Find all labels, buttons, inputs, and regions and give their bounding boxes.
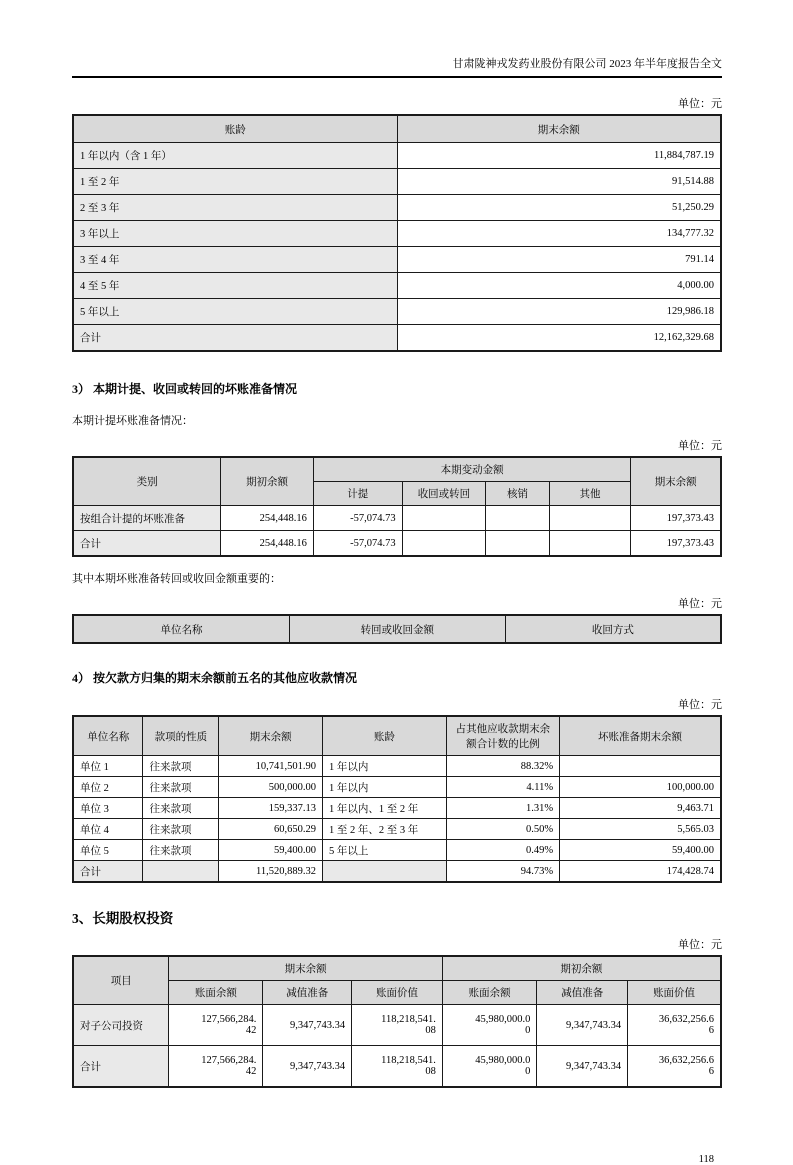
- aging-label-cell: 3 年以上: [73, 221, 397, 247]
- aging-value-cell: 4,000.00: [397, 273, 721, 299]
- unit-name-cell: 单位 3: [73, 798, 143, 819]
- total-nature-cell: [143, 861, 219, 883]
- provision-balance-cell: 59,400.00: [560, 840, 721, 861]
- ratio-cell: 0.50%: [446, 819, 559, 840]
- accrual-cell: -57,074.73: [313, 506, 402, 531]
- aging-table-row: [73, 325, 721, 352]
- page-number: 118: [698, 1154, 714, 1165]
- unit-label: 单位：元: [678, 699, 722, 711]
- aging-label-cell: 合计: [73, 325, 397, 352]
- closing-balance-column-header: 期末余额: [219, 716, 323, 756]
- closing-book-value-cell: [352, 1046, 443, 1088]
- opening-balance-cell: 254,448.16: [221, 531, 314, 557]
- document-title: 甘肃陇神戎发药业股份有限公司 2023 年半年度报告全文: [452, 58, 722, 70]
- opening-balance-group-header: 期初余额: [442, 956, 721, 981]
- amount-text: 45,980,000.00: [475, 1055, 531, 1077]
- amount-text: 9,347,743.34: [289, 1060, 346, 1072]
- aging-value-cell: 129,986.18: [397, 299, 721, 325]
- category-column-header: 类别: [73, 457, 221, 506]
- aging-table-row: [73, 221, 721, 247]
- amount-text: 36,632,256.66: [658, 1014, 714, 1036]
- opening-book-balance-cell: [442, 1005, 537, 1046]
- aging-cell: 1 年以内: [322, 777, 446, 798]
- aging-table-row: [73, 273, 721, 299]
- section-heading-top5-receivables: 4） 按欠款方归集的期末余额前五名的其他应收款情况: [72, 671, 358, 685]
- ratio-cell: 0.49%: [446, 840, 559, 861]
- nature-cell: 往来款项: [143, 756, 219, 777]
- closing-book-value-cell: [352, 1005, 443, 1046]
- section-heading-bad-debt-provision: 3） 本期计提、收回或转回的坏账准备情况: [72, 382, 298, 396]
- item-cell: 合计: [73, 1046, 169, 1088]
- aging-table-row: [73, 299, 721, 325]
- other-cell: [549, 531, 631, 557]
- unit-label: 单位：元: [678, 598, 722, 610]
- lt-table-row: [73, 1005, 721, 1046]
- closing-balance-cell: 60,650.29: [219, 819, 323, 840]
- provision-balance-cell: 9,463.71: [560, 798, 721, 819]
- total-ratio-cell: 94.73%: [446, 861, 559, 883]
- top5-table-row: [73, 777, 721, 798]
- aging-cell: 1 年以内、1 至 2 年: [322, 798, 446, 819]
- aging-label-cell: 2 至 3 年: [73, 195, 397, 221]
- unit-name-cell: 单位 5: [73, 840, 143, 861]
- top5-table-row: [73, 840, 721, 861]
- amount-text: 45,980,000.00: [475, 1014, 531, 1036]
- total-aging-cell: [322, 861, 446, 883]
- nature-cell: 往来款项: [143, 798, 219, 819]
- closing-balance-group-header: 期末余额: [169, 956, 442, 981]
- nature-cell: 往来款项: [143, 819, 219, 840]
- aging-value-cell: 791.14: [397, 247, 721, 273]
- opening-impairment-cell: [537, 1005, 628, 1046]
- item-cell: 对子公司投资: [73, 1005, 169, 1046]
- book-value-column-header: 账面价值: [628, 981, 721, 1005]
- lt-table-row: [73, 1046, 721, 1088]
- category-cell: 按组合计提的坏账准备: [73, 506, 221, 531]
- aging-value-cell: 51,250.29: [397, 195, 721, 221]
- section-heading-long-term-equity: 3、长期股权投资: [72, 911, 174, 926]
- unit-label: 单位：元: [678, 98, 722, 110]
- opening-balance-cell: 254,448.16: [221, 506, 314, 531]
- unit-label: 单位：元: [678, 440, 722, 452]
- aging-cell: 1 年以内: [322, 756, 446, 777]
- aging-table-row: [73, 143, 721, 169]
- document-header: [72, 55, 722, 78]
- aging-table-row: [73, 247, 721, 273]
- aging-column-header: 账龄: [73, 115, 397, 143]
- nature-cell: 往来款项: [143, 777, 219, 798]
- opening-balance-column-header: 期初余额: [221, 457, 314, 506]
- total-balance-cell: 11,520,889.32: [219, 861, 323, 883]
- aging-value-cell: 12,162,329.68: [397, 325, 721, 352]
- ratio-cell: 88.32%: [446, 756, 559, 777]
- aging-cell: 1 至 2 年、2 至 3 年: [322, 819, 446, 840]
- unit-name-cell: 单位 1: [73, 756, 143, 777]
- top5-table-row: [73, 819, 721, 840]
- top5-table-row: [73, 756, 721, 777]
- amount-text: 127,566,284.42: [201, 1014, 257, 1036]
- recover-cell: [402, 531, 486, 557]
- book-value-column-header: 账面价值: [352, 981, 443, 1005]
- impairment-column-header: 减值准备: [537, 981, 628, 1005]
- recovered-amount-table: [72, 614, 722, 644]
- provision-intro-text: 本期计提坏账准备情况：: [72, 415, 193, 427]
- bad-debt-provision-table: [72, 456, 722, 557]
- closing-balance-cell: 159,337.13: [219, 798, 323, 819]
- aging-label-cell: 4 至 5 年: [73, 273, 397, 299]
- lt-header-row-2: [73, 981, 721, 1005]
- aging-cell: 5 年以上: [322, 840, 446, 861]
- top5-header-row: [73, 716, 721, 756]
- provision-balance-cell: 5,565.03: [560, 819, 721, 840]
- top5-other-receivables-table: [72, 715, 722, 883]
- provision-table-row: [73, 531, 721, 557]
- top5-table-row: [73, 798, 721, 819]
- closing-book-balance-cell: [169, 1046, 263, 1088]
- aging-label-cell: 1 年以内（含 1 年）: [73, 143, 397, 169]
- unit-label: 单位：元: [678, 939, 722, 951]
- unit-name-column-header: 单位名称: [73, 615, 289, 643]
- ratio-cell: 4.11%: [446, 777, 559, 798]
- aging-value-cell: 134,777.32: [397, 221, 721, 247]
- aging-table-row: [73, 169, 721, 195]
- impairment-column-header: 减值准备: [263, 981, 352, 1005]
- closing-balance-cell: 59,400.00: [219, 840, 323, 861]
- closing-impairment-cell: [263, 1005, 352, 1046]
- writeoff-cell: [486, 506, 550, 531]
- other-column-header: 其他: [549, 482, 631, 506]
- provision-balance-column-header: 坏账准备期末余额: [560, 716, 721, 756]
- nature-cell: 往来款项: [143, 840, 219, 861]
- book-balance-column-header: 账面余额: [442, 981, 537, 1005]
- unit-name-cell: 单位 2: [73, 777, 143, 798]
- opening-book-value-cell: [628, 1046, 721, 1088]
- aging-table-header-row: [73, 115, 721, 143]
- writeoff-cell: [486, 531, 550, 557]
- closing-balance-column-header: 期末余额: [631, 457, 721, 506]
- aging-label-cell: 5 年以上: [73, 299, 397, 325]
- recovery-method-column-header: 收回方式: [505, 615, 721, 643]
- amount-text: 36,632,256.66: [658, 1055, 714, 1077]
- recover-cell: [402, 506, 486, 531]
- opening-book-balance-cell: [442, 1046, 537, 1088]
- amount-text: 9,347,743.34: [566, 1060, 622, 1072]
- amount-text: 9,347,743.34: [566, 1019, 622, 1031]
- closing-balance-cell: 10,741,501.90: [219, 756, 323, 777]
- aging-column-header: 账龄: [322, 716, 446, 756]
- aging-value-cell: 91,514.88: [397, 169, 721, 195]
- provision-header-row-1: [73, 457, 721, 482]
- long-term-equity-table: [72, 955, 722, 1088]
- provision-table-row: [73, 506, 721, 531]
- closing-balance-cell: 197,373.43: [631, 531, 721, 557]
- recovered-amount-column-header: 转回或收回金额: [289, 615, 505, 643]
- closing-impairment-cell: [263, 1046, 352, 1088]
- top5-total-row: [73, 861, 721, 883]
- recover-table-header-row: [73, 615, 721, 643]
- unit-name-cell: 单位 4: [73, 819, 143, 840]
- opening-book-value-cell: [628, 1005, 721, 1046]
- amount-text: 118,218,541.08: [381, 1014, 436, 1036]
- category-cell: 合计: [73, 531, 221, 557]
- other-cell: [549, 506, 631, 531]
- aging-table-row: [73, 195, 721, 221]
- provision-balance-cell: [560, 756, 721, 777]
- ratio-cell: 1.31%: [446, 798, 559, 819]
- book-balance-column-header: 账面余额: [169, 981, 263, 1005]
- total-label-cell: 合计: [73, 861, 143, 883]
- writeoff-column-header: 核销: [486, 482, 550, 506]
- recover-note-text: 其中本期坏账准备转回或收回金额重要的：: [72, 573, 281, 585]
- recover-column-header: 收回或转回: [402, 482, 486, 506]
- amount-text: 9,347,743.34: [289, 1019, 346, 1031]
- unit-name-column-header: 单位名称: [73, 716, 143, 756]
- closing-balance-cell: 500,000.00: [219, 777, 323, 798]
- accrual-cell: -57,074.73: [313, 531, 402, 557]
- item-column-header: 项目: [73, 956, 169, 1005]
- aging-label-cell: 1 至 2 年: [73, 169, 397, 195]
- lt-header-row-1: [73, 956, 721, 981]
- ratio-column-header: 占其他应收款期末余额合计数的比例: [446, 716, 559, 756]
- nature-column-header: 款项的性质: [143, 716, 219, 756]
- closing-balance-column-header: 期末余额: [397, 115, 721, 143]
- aging-value-cell: 11,884,787.19: [397, 143, 721, 169]
- period-change-group-header: 本期变动金额: [313, 457, 630, 482]
- aging-table: [72, 114, 722, 352]
- amount-text: 127,566,284.42: [201, 1055, 257, 1077]
- total-provision-cell: 174,428.74: [560, 861, 721, 883]
- closing-balance-cell: 197,373.43: [631, 506, 721, 531]
- closing-book-balance-cell: [169, 1005, 263, 1046]
- amount-text: 118,218,541.08: [381, 1055, 436, 1077]
- accrual-column-header: 计提: [313, 482, 402, 506]
- provision-balance-cell: 100,000.00: [560, 777, 721, 798]
- aging-label-cell: 3 至 4 年: [73, 247, 397, 273]
- opening-impairment-cell: [537, 1046, 628, 1088]
